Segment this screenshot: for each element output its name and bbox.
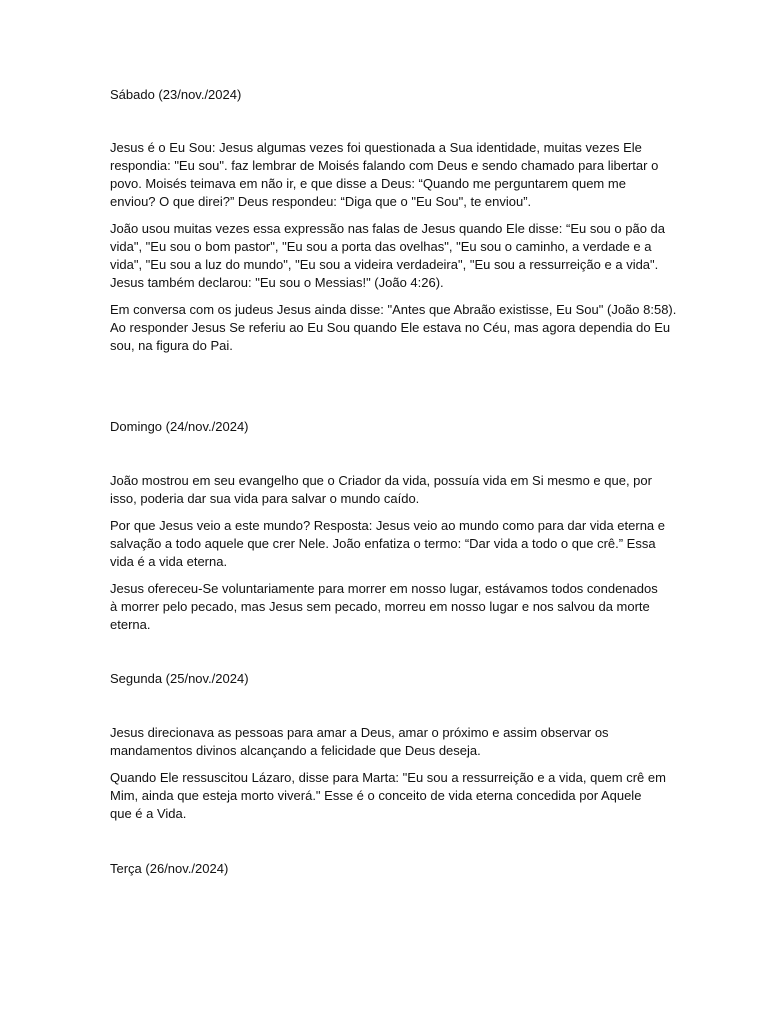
- paragraph-line: Jesus direcionava as pessoas para amar a Deus, amar o próximo e assim observar os: [110, 725, 609, 740]
- paragraph-line: vida", "Eu sou a luz do mundo", "Eu sou a videira verdadeira", "Eu sou a ressurreição e a vida".: [110, 257, 659, 272]
- paragraph-line: mandamentos divinos alcançando a felicidade que Deus deseja.: [110, 743, 481, 758]
- paragraph-line: povo. Moisés teimava em não ir, e que disse a Deus: “Quando me perguntarem quem me: [110, 176, 626, 191]
- paragraph-line: vida é a vida eterna.: [110, 554, 228, 569]
- paragraph-line: à morrer pelo pecado, mas Jesus sem pecado, morreu em nosso lugar e nos salvou da morte: [110, 599, 650, 614]
- paragraph-line: salvação a todo aquele que crer Nele. João enfatiza o termo: “Dar vida a todo o que crê.” Essa: [110, 536, 656, 551]
- section-heading-segunda: Segunda (25/nov./2024): [110, 671, 249, 686]
- paragraph-line: Em conversa com os judeus Jesus ainda disse: "Antes que Abraão existisse, Eu Sou" (João 8:58).: [110, 302, 677, 317]
- paragraph-line: enviou? O que direi?” Deus respondeu: “Diga que o "Eu Sou", te enviou”.: [110, 194, 532, 209]
- paragraph-line: Mim, ainda que esteja morto viverá." Esse é o conceito de vida eterna concedida por Aquele: [110, 788, 642, 803]
- paragraph-line: Jesus é o Eu Sou: Jesus algumas vezes foi questionada a Sua identidade, muitas vezes Ele: [110, 140, 642, 155]
- section-heading-domingo: Domingo (24/nov./2024): [110, 419, 249, 434]
- paragraph-line: Jesus ofereceu-Se voluntariamente para morrer em nosso lugar, estávamos todos condenados: [110, 581, 658, 596]
- paragraph-line: sou, na figura do Pai.: [110, 338, 233, 353]
- paragraph-line: Jesus também declarou: "Eu sou o Messias!" (João 4:26).: [110, 275, 444, 290]
- paragraph-line: respondia: "Eu sou". faz lembrar de Moisés falando com Deus e sendo chamado para libertar o: [110, 158, 659, 173]
- paragraph-line: isso, poderia dar sua vida para salvar o mundo caído.: [110, 491, 420, 506]
- paragraph-line: Por que Jesus veio a este mundo? Resposta: Jesus veio ao mundo como para dar vida eterna e: [110, 518, 665, 533]
- paragraph-line: eterna.: [110, 617, 151, 632]
- paragraph-line: Quando Ele ressuscitou Lázaro, disse para Marta: "Eu sou a ressurreição e a vida, quem crê em: [110, 770, 666, 785]
- paragraph-line: João mostrou em seu evangelho que o Criador da vida, possuía vida em Si mesmo e que, por: [110, 473, 652, 488]
- section-heading-sabado: Sábado (23/nov./2024): [110, 87, 242, 102]
- paragraph-line: que é a Vida.: [110, 806, 187, 821]
- paragraph-line: João usou muitas vezes essa expressão nas falas de Jesus quando Ele disse: “Eu sou o pão da: [110, 221, 666, 236]
- paragraph-line: vida", "Eu sou o bom pastor", "Eu sou a porta das ovelhas", "Eu sou o caminho, a verdade e a: [110, 239, 652, 254]
- section-heading-terca: Terça (26/nov./2024): [110, 861, 229, 876]
- paragraph-line: Ao responder Jesus Se referiu ao Eu Sou quando Ele estava no Céu, mas agora dependia do Eu: [110, 320, 671, 335]
